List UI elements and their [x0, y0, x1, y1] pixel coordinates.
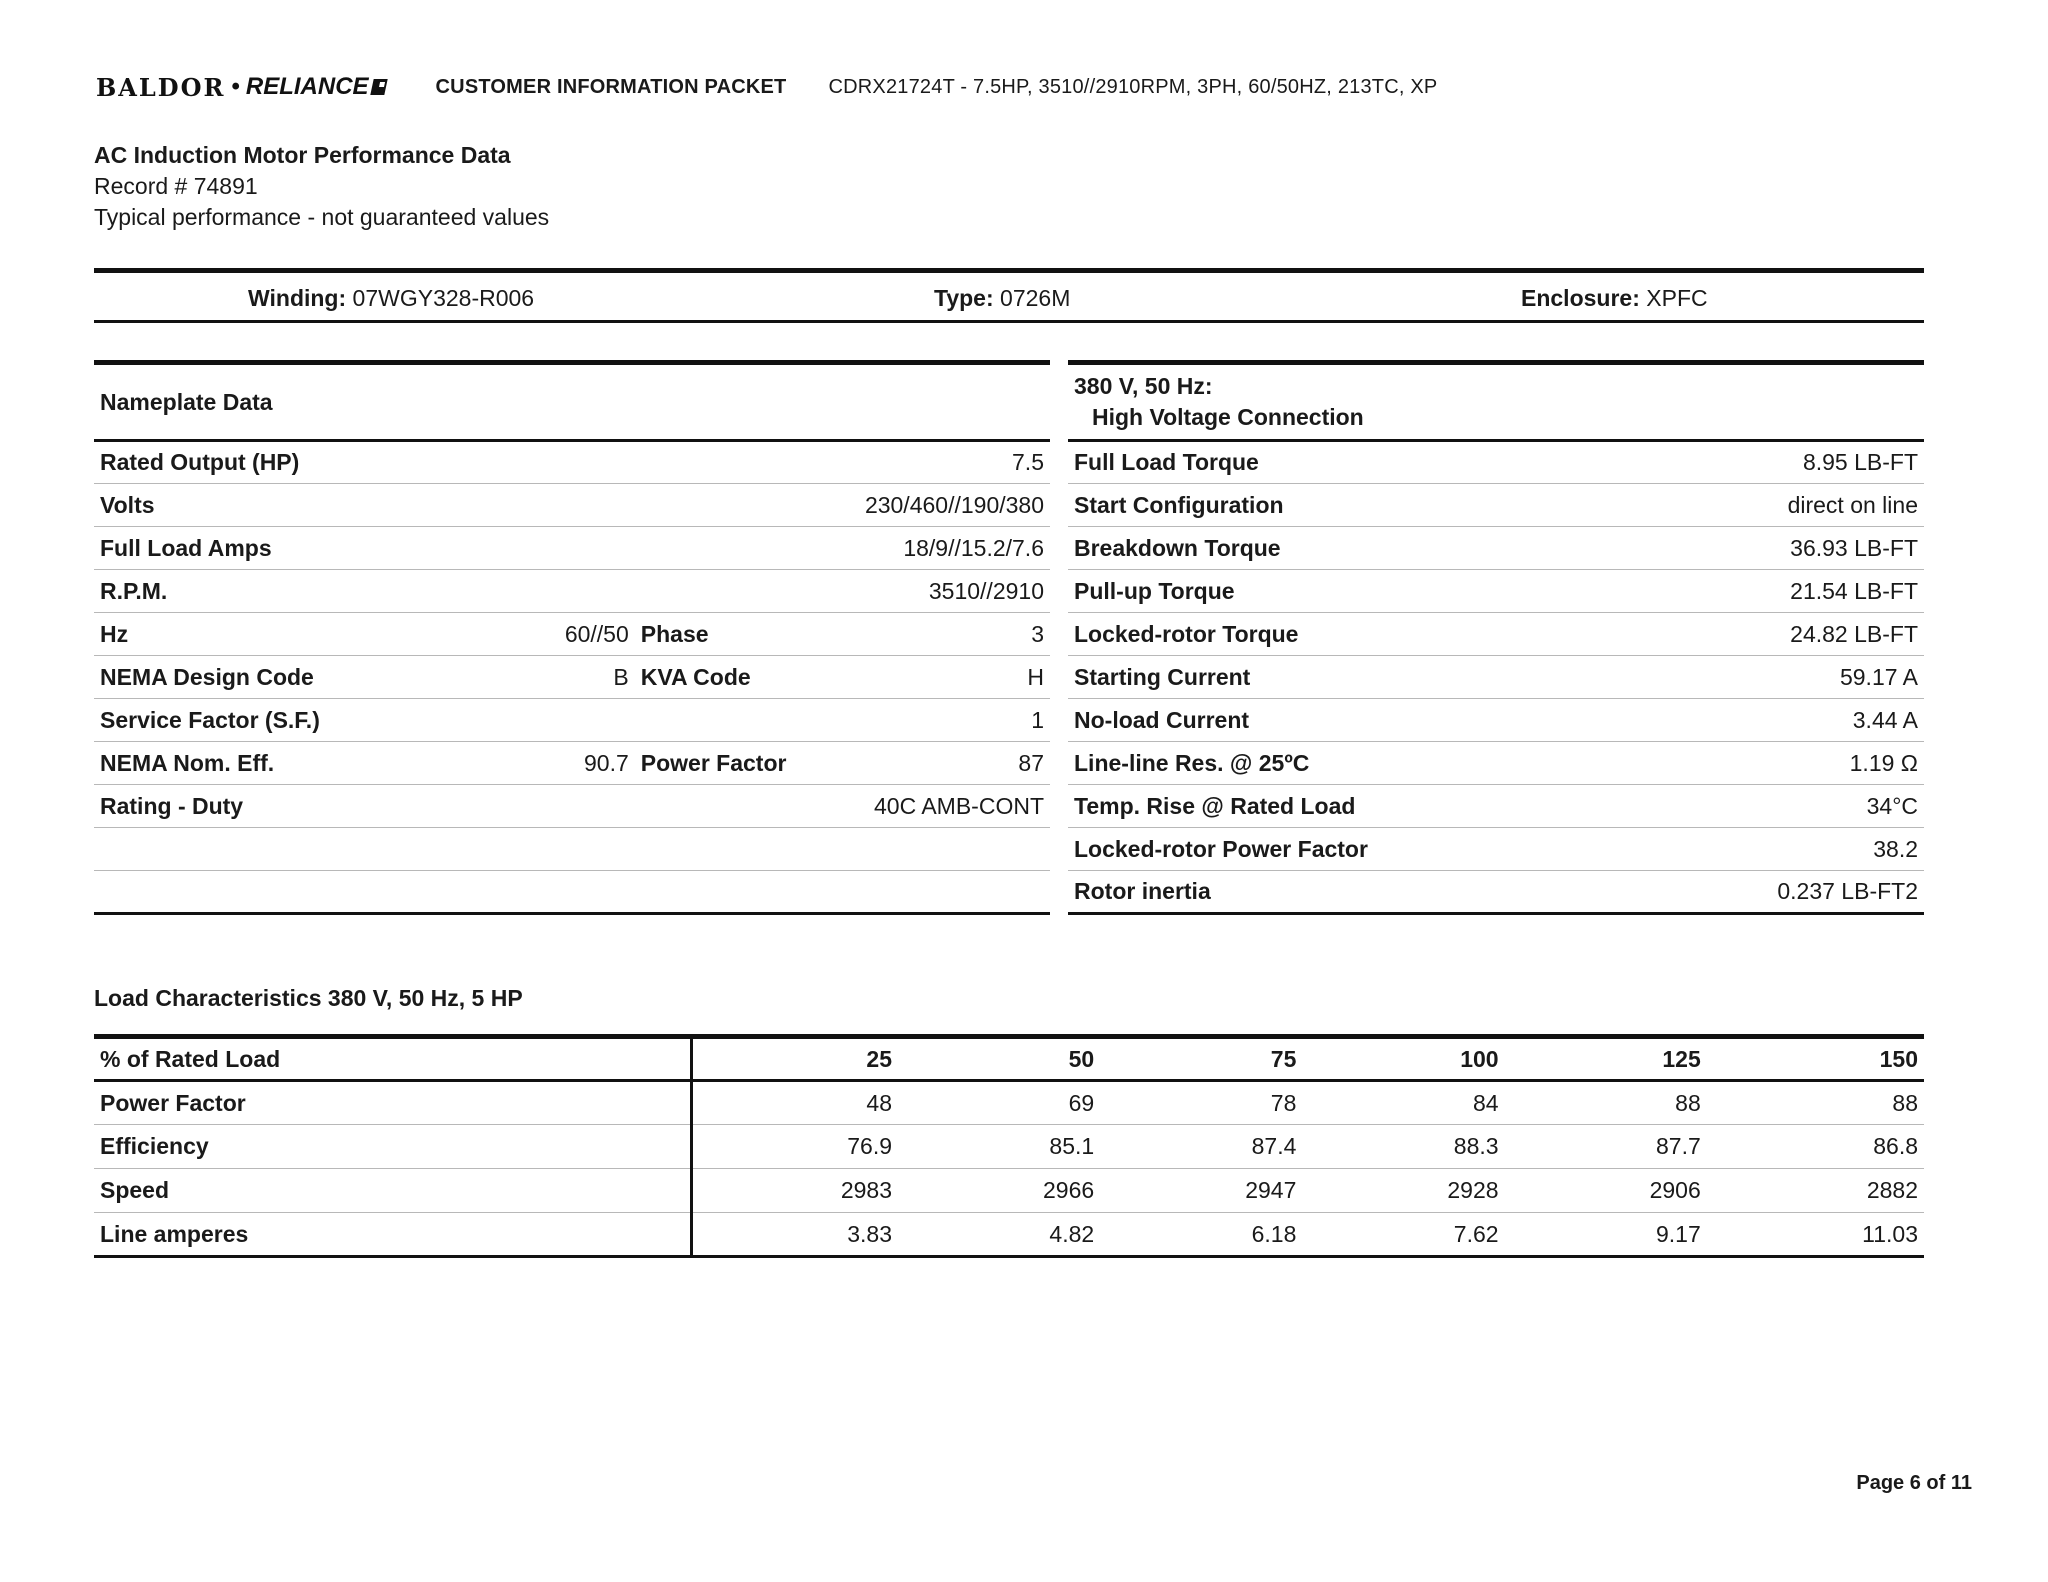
table-row: [94, 1081, 1924, 1125]
row-value: 2983: [691, 1169, 898, 1213]
row-value: 2882: [1707, 1169, 1924, 1213]
load-column-header: 150: [1707, 1037, 1924, 1081]
row-value: 88: [1707, 1081, 1924, 1125]
table-row: [1068, 656, 1924, 699]
table-row: [94, 527, 1050, 570]
row-label: Power Factor: [94, 1081, 691, 1125]
table-row: [94, 1169, 1924, 1213]
empty-cell: [94, 871, 1050, 914]
row-label: Temp. Rise @ Rated Load: [1068, 785, 1568, 828]
model-description: CDRX21724T - 7.5HP, 3510//2910RPM, 3PH, 60/50HZ, 213TC, XP: [828, 75, 1438, 98]
winding-info-strip: [94, 268, 1924, 323]
type-label: Type:: [934, 285, 994, 311]
row-value: 69: [898, 1081, 1100, 1125]
table-row: [1068, 785, 1924, 828]
type-field: [934, 285, 1070, 312]
row-value: 40C AMB-CONT: [635, 785, 1050, 828]
table-row: [94, 613, 1050, 656]
row-value: 3.44 A: [1568, 699, 1924, 742]
row-value: 1.19 Ω: [1568, 742, 1924, 785]
row-value: 34°C: [1568, 785, 1924, 828]
load-characteristics-table: [94, 1034, 1924, 1258]
load-column-header: 100: [1302, 1037, 1504, 1081]
table-row: [1068, 699, 1924, 742]
row-value-secondary: 3: [792, 613, 1050, 656]
row-label: Full Load Amps: [94, 527, 635, 570]
row-value: 2928: [1302, 1169, 1504, 1213]
table-row: [1068, 570, 1924, 613]
row-value: 78: [1100, 1081, 1302, 1125]
row-label: Speed: [94, 1169, 691, 1213]
nameplate-header: [94, 363, 1050, 441]
row-value: 87.7: [1505, 1125, 1707, 1169]
nameplate-table: [94, 360, 1050, 915]
row-value: 24.82 LB-FT: [1568, 613, 1924, 656]
table-row: [94, 656, 1050, 699]
row-value: 9.17: [1655, 1220, 1701, 1247]
table-row: [1068, 871, 1924, 914]
winding-value: 07WGY328-R006: [352, 285, 535, 311]
load-column-header: 125: [1505, 1037, 1707, 1081]
load-column-header: 25: [691, 1037, 898, 1081]
record-number: Record # 74891: [94, 173, 258, 199]
row-label: Efficiency: [94, 1125, 691, 1169]
row-label: Starting Current: [1068, 656, 1568, 699]
table-row: [1068, 613, 1924, 656]
enclosure-label: Enclosure:: [1521, 285, 1640, 311]
empty-cell: [94, 828, 1050, 871]
row-label: Line amperes: [94, 1213, 691, 1257]
load-header-label: % of Rated Load: [94, 1037, 691, 1081]
page-number: Page 6 of 11: [1856, 1472, 1972, 1494]
row-label: Line-line Res. @ 25ºC: [1068, 742, 1568, 785]
row-value: 88: [1505, 1081, 1707, 1125]
row-label: Volts: [94, 484, 635, 527]
table-row: [94, 785, 1050, 828]
logo-baldor-text: BALDOR: [96, 72, 226, 102]
row-value-secondary: 87: [792, 742, 1050, 785]
row-value: 6.18: [1251, 1220, 1297, 1247]
row-value: 3.83: [847, 1220, 892, 1247]
row-label: NEMA Design Code: [94, 656, 507, 699]
row-value: 2966: [898, 1169, 1100, 1213]
load-header-row: [94, 1037, 1924, 1081]
logo-separator: •: [231, 73, 240, 100]
table-row: [1068, 742, 1924, 785]
row-value: 4.82: [1049, 1220, 1095, 1247]
load-column-header: 50: [898, 1037, 1100, 1081]
high-voltage-title-line1: 380 V, 50 Hz:: [1074, 373, 1213, 399]
row-value: B: [507, 656, 635, 699]
row-value: 7.62: [1453, 1220, 1499, 1247]
brand-logo: [96, 73, 386, 102]
row-label: Rotor inertia: [1074, 878, 1211, 904]
table-row: [94, 742, 1050, 785]
row-value: 87.4: [1100, 1125, 1302, 1169]
load-column-header: 75: [1100, 1037, 1302, 1081]
enclosure-value: XPFC: [1646, 285, 1708, 311]
row-label: Locked-rotor Power Factor: [1068, 828, 1568, 871]
page-header: [96, 72, 1976, 102]
winding-label: Winding:: [248, 285, 347, 311]
row-value: 84: [1302, 1081, 1504, 1125]
row-label: No-load Current: [1068, 699, 1568, 742]
enclosure-field: [1521, 285, 1708, 312]
row-value: direct on line: [1568, 484, 1924, 527]
row-label: Pull-up Torque: [1068, 570, 1568, 613]
row-value: 2906: [1505, 1169, 1707, 1213]
row-value: 86.8: [1707, 1125, 1924, 1169]
row-value: 230/460//190/380: [635, 484, 1050, 527]
performance-note: Typical performance - not guaranteed values: [94, 204, 550, 230]
table-row: [1068, 484, 1924, 527]
table-row: [1068, 527, 1924, 570]
table-row: [94, 441, 1050, 484]
row-value: 3510//2910: [635, 570, 1050, 613]
packet-title: CUSTOMER INFORMATION PACKET: [435, 75, 787, 98]
row-value: 76.9: [691, 1125, 898, 1169]
table-row: [1068, 828, 1924, 871]
table-row: [94, 699, 1050, 742]
table-row: [94, 484, 1050, 527]
row-value: 8.95 LB-FT: [1568, 441, 1924, 484]
row-value: 59.17 A: [1568, 656, 1924, 699]
high-voltage-title-line2: High Voltage Connection: [1092, 404, 1364, 430]
table-row: [94, 1125, 1924, 1169]
row-label: Full Load Torque: [1068, 441, 1568, 484]
row-value: 36.93 LB-FT: [1568, 527, 1924, 570]
row-label: Start Configuration: [1068, 484, 1568, 527]
row-value: 88.3: [1302, 1125, 1504, 1169]
row-label: NEMA Nom. Eff.: [94, 742, 507, 785]
load-characteristics-title: Load Characteristics 380 V, 50 Hz, 5 HP: [94, 985, 523, 1011]
table-row-empty: [94, 871, 1050, 914]
high-voltage-header: [1068, 363, 1924, 441]
row-label: Breakdown Torque: [1068, 527, 1568, 570]
row-label: Rating - Duty: [94, 785, 635, 828]
row-value: 0.237 LB-FT2: [1777, 878, 1918, 904]
row-label: Service Factor (S.F.): [94, 699, 635, 742]
logo-mark-icon: [370, 79, 387, 95]
high-voltage-title: [1068, 363, 1924, 441]
row-value: 7.5: [635, 441, 1050, 484]
winding-field: [248, 285, 534, 312]
table-row: [94, 570, 1050, 613]
row-value: 85.1: [898, 1125, 1100, 1169]
row-value: 21.54 LB-FT: [1568, 570, 1924, 613]
row-value: 18/9//15.2/7.6: [635, 527, 1050, 570]
row-label-secondary: Power Factor: [635, 742, 793, 785]
row-label-secondary: KVA Code: [635, 656, 793, 699]
row-value: 11.03: [1862, 1220, 1918, 1247]
table-row: [94, 1213, 1924, 1257]
row-value: 1: [635, 699, 1050, 742]
row-value: 48: [691, 1081, 898, 1125]
table-row: [1068, 441, 1924, 484]
table-row-empty: [94, 828, 1050, 871]
row-value: 2947: [1100, 1169, 1302, 1213]
row-label: R.P.M.: [94, 570, 635, 613]
row-label: Locked-rotor Torque: [1068, 613, 1568, 656]
row-value: 90.7: [507, 742, 635, 785]
row-value-secondary: H: [792, 656, 1050, 699]
row-value: 38.2: [1568, 828, 1924, 871]
row-value: 60//50: [507, 613, 635, 656]
high-voltage-table: [1068, 360, 1924, 915]
row-label: Rated Output (HP): [94, 441, 635, 484]
row-label-secondary: Phase: [635, 613, 793, 656]
document-title: AC Induction Motor Performance Data: [94, 142, 511, 168]
logo-reliance-text: RELIANCE: [245, 73, 369, 100]
type-value: 0726M: [1000, 285, 1071, 311]
nameplate-title: Nameplate Data: [94, 363, 1050, 441]
row-label: Hz: [94, 613, 507, 656]
